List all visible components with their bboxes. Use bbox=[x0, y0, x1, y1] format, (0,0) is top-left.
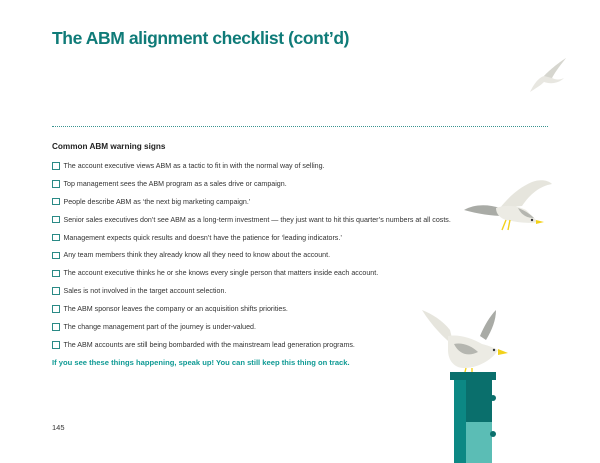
warning-signs-checklist bbox=[52, 157, 451, 354]
section-divider bbox=[52, 126, 548, 127]
checklist-item bbox=[52, 175, 451, 193]
checkbox-icon bbox=[52, 162, 60, 170]
checkbox-icon bbox=[52, 305, 60, 313]
checklist-item bbox=[52, 318, 451, 336]
checklist-item-text: The ABM sponsor leaves the company or an acquisition shifts priorities. bbox=[63, 305, 288, 314]
checkbox-icon bbox=[52, 341, 60, 349]
checklist-item bbox=[52, 336, 451, 354]
checkbox-icon bbox=[52, 234, 60, 242]
checklist-item bbox=[52, 300, 451, 318]
checklist-item bbox=[52, 282, 451, 300]
checklist-item-text: Top management sees the ABM program as a sales drive or campaign. bbox=[63, 179, 287, 188]
page-number: 145 bbox=[52, 423, 65, 432]
checklist-item-text: The ABM accounts are still being bombarded with the mainstream lead generation programs. bbox=[63, 340, 355, 349]
checkbox-icon bbox=[52, 323, 60, 331]
checklist-item-text: People describe ABM as ‘the next big marketing campaign.’ bbox=[63, 197, 251, 206]
checkbox-icon bbox=[52, 287, 60, 295]
page-title: The ABM alignment checklist (cont’d) bbox=[52, 28, 350, 48]
checkbox-icon bbox=[52, 180, 60, 188]
checklist-item bbox=[52, 193, 451, 211]
callout-text: If you see these things happening, speak up! You can still keep this thing on track. bbox=[52, 358, 350, 367]
checklist-item bbox=[52, 246, 451, 264]
checklist-item-text: The account executive thinks he or she knows every single person that matters inside each account. bbox=[63, 269, 379, 278]
checkbox-icon bbox=[52, 252, 60, 260]
checklist-item-text: The account executive views ABM as a tactic to fit in with the normal way of selling. bbox=[63, 161, 325, 170]
checklist-item-text: The change management part of the journey is under-valued. bbox=[63, 322, 256, 331]
seagull-flying-icon bbox=[460, 178, 556, 234]
checkbox-icon bbox=[52, 270, 60, 278]
checklist-item-text: Sales is not involved in the target account selection. bbox=[63, 287, 227, 296]
checkbox-icon bbox=[52, 198, 60, 206]
seagull-perched-icon bbox=[420, 306, 514, 378]
checklist-item-text: Any team members think they already know all they need to know about the account. bbox=[63, 251, 331, 260]
section-heading: Common ABM warning signs bbox=[52, 142, 166, 151]
checklist-item bbox=[52, 157, 451, 175]
checklist-item bbox=[52, 211, 451, 229]
checklist-item-text: Management expects quick results and doesn’t have the patience for ‘leading indicators.’ bbox=[63, 233, 342, 242]
seagull-icon bbox=[526, 54, 570, 94]
mooring-post-icon bbox=[450, 372, 500, 463]
checklist-item-text: Senior sales executives don’t see ABM as a long-term investment — they just want to hit this quarter’s numbers at all costs. bbox=[63, 215, 451, 224]
checkbox-icon bbox=[52, 216, 60, 224]
checklist-item bbox=[52, 264, 451, 282]
checklist-item bbox=[52, 229, 451, 247]
